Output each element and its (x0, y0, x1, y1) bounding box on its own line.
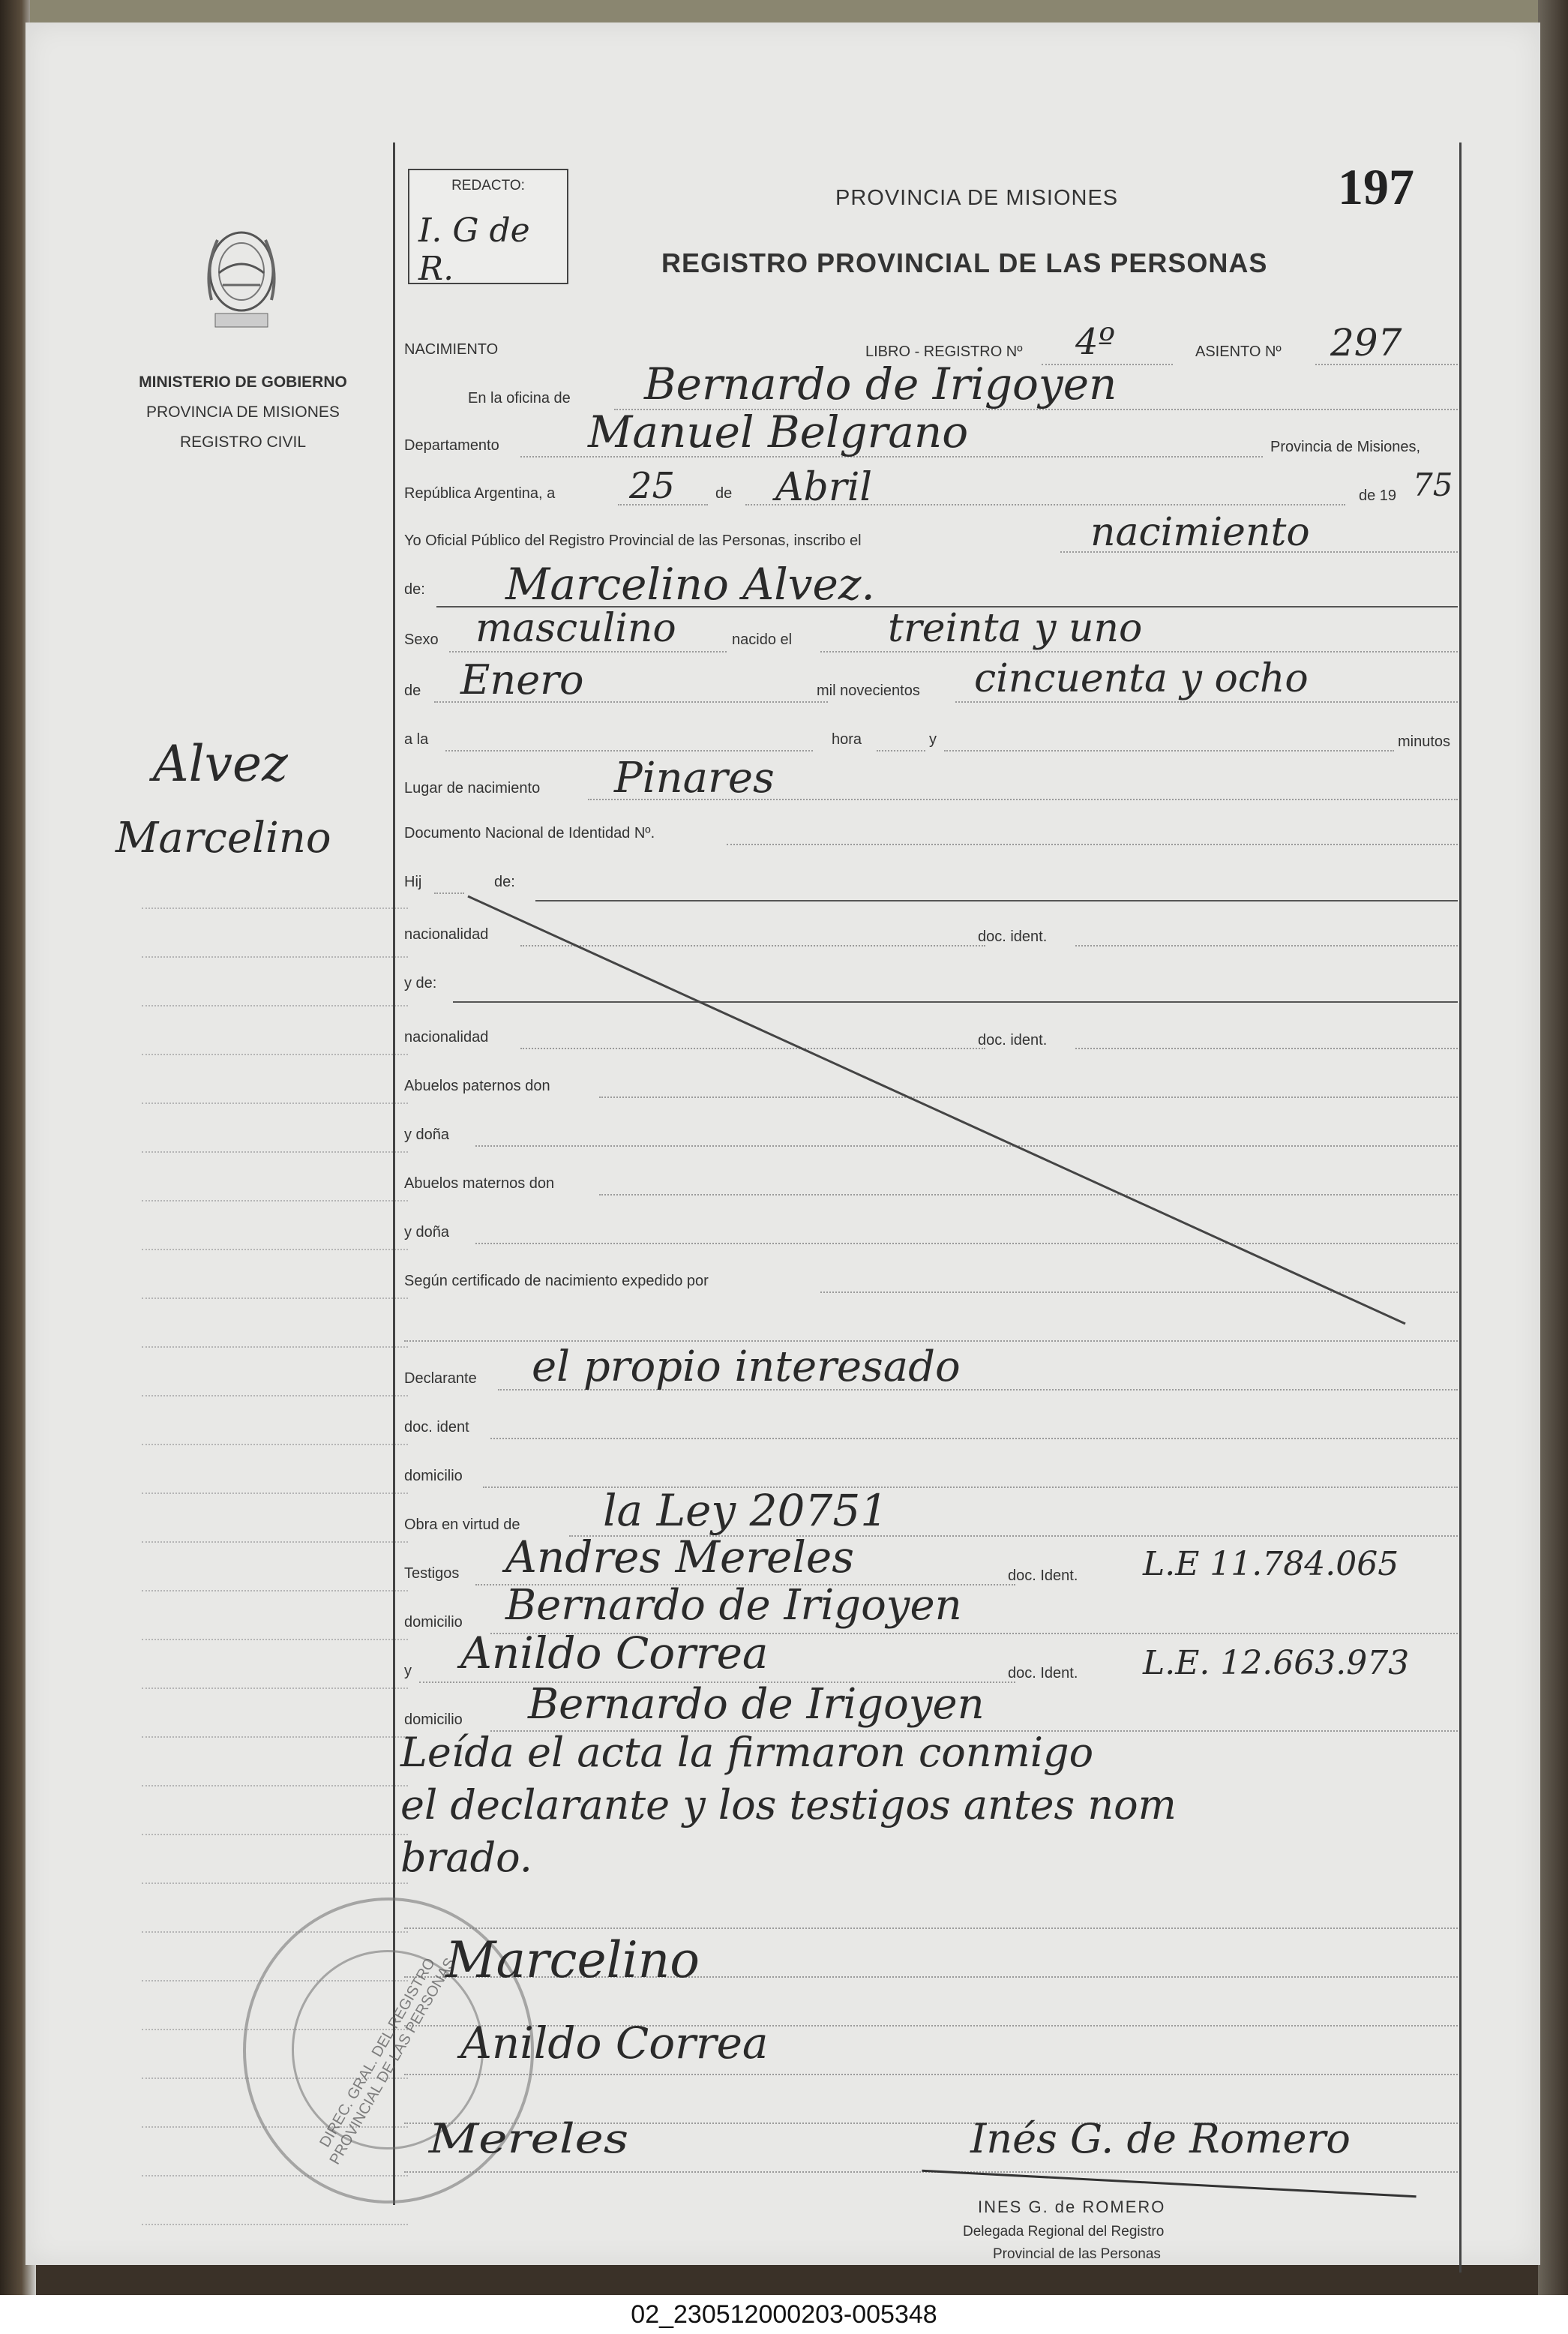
ala-label: a la (404, 731, 429, 748)
doc-ident3-label: doc. ident (404, 1419, 469, 1436)
segun-label: Según certificado de nacimiento expedido por (404, 1273, 709, 1289)
obra-label: Obra en virtud de (404, 1516, 520, 1533)
provincia-label: Provincia de Misiones, (1270, 439, 1421, 455)
nacionalidad2-label: nacionalidad (404, 1029, 489, 1046)
testigo1-doc: L.E 11.784.065 (1143, 1545, 1399, 1583)
ministry-title: MINISTERIO DE GOBIERNO (139, 374, 347, 391)
doc-ident-label: doc. ident. (978, 928, 1048, 945)
abuelos-mat-label: Abuelos maternos don (404, 1175, 555, 1192)
page-number: 197 (1338, 158, 1414, 215)
testigo2-value: Anildo Correa (460, 1628, 769, 1678)
month-value: Abril (775, 465, 872, 510)
libro-label: LIBRO - REGISTRO Nº (865, 344, 1023, 360)
day-value: 25 (629, 465, 676, 507)
year-label: de 19 (1359, 488, 1397, 504)
domicilio3-label: domicilio (404, 1712, 463, 1728)
oficial-value: nacimiento (1090, 510, 1310, 555)
doc-ident4-label: doc. Ident. (1008, 1568, 1078, 1584)
registry-heading: REGISTRO PROVINCIAL DE LAS PERSONAS (661, 248, 1268, 278)
closing-line-1: Leída el acta la firmaron conmigo (400, 1729, 1094, 1776)
dni-label: Documento Nacional de Identidad Nº. (404, 825, 655, 842)
declarante-value: el propio interesado (532, 1342, 961, 1391)
hij-de-label: de: (494, 874, 515, 890)
mil-label: mil novecientos (817, 682, 920, 699)
redacto-value: I. G de R. (418, 212, 530, 288)
lugar-label: Lugar de nacimiento (404, 780, 541, 796)
ministry-province: PROVINCIA DE MISIONES (146, 404, 340, 421)
book-right-edge (1538, 0, 1568, 2334)
libro-value: 4º (1075, 321, 1116, 363)
testigo2-domicilio: Bernardo de Irigoyen (528, 1680, 985, 1729)
lugar-value: Pinares (614, 754, 775, 802)
sexo-label: Sexo (404, 632, 439, 648)
official-title-2: Provincial de las Personas (993, 2246, 1161, 2262)
asiento-label: ASIENTO Nº (1195, 344, 1282, 360)
oficina-label: En la oficina de (468, 390, 571, 406)
abuelos-pat-label: Abuelos paternos don (404, 1078, 550, 1094)
image-id-caption: 02_230512000203-005348 (0, 2295, 1568, 2334)
sexo-value: masculino (475, 606, 676, 651)
closing-line-2: el declarante y los testigos antes nom (400, 1781, 1177, 1828)
declarante-label: Declarante (404, 1370, 477, 1387)
doc-ident5-label: doc. Ident. (1008, 1665, 1078, 1682)
de-label: de (715, 485, 733, 502)
de2-label: de: (404, 581, 425, 598)
official-signature: Inés G. de Romero (970, 2115, 1351, 2162)
testigos-label: Testigos (404, 1565, 460, 1582)
year-value: 75 (1413, 466, 1453, 503)
signature-1: Marcelino (445, 1931, 700, 1989)
seal-text: DIREC. GRAL. DEL REGISTRO PROVINCIAL DE LAS PERSONAS (316, 1955, 459, 2168)
oficina-value: Bernardo de Irigoyen (644, 358, 1117, 410)
nacimiento-label: NACIMIENTO (404, 341, 499, 358)
official-name: INES G. de ROMERO (978, 2198, 1166, 2216)
nacido-value: treinta y uno (888, 606, 1143, 651)
departamento-value: Manuel Belgrano (588, 406, 969, 458)
signature-3: Mereles (428, 2115, 629, 2162)
name-value: Marcelino Alvez. (505, 559, 875, 610)
testigo1-domicilio: Bernardo de Irigoyen (505, 1581, 962, 1630)
y-dona-label: y doña (404, 1126, 450, 1143)
ministry-registro-civil: REGISTRO CIVIL (179, 434, 307, 451)
nacido-label: nacido el (732, 632, 793, 648)
birth-month: Enero (460, 656, 584, 704)
margin-given-name: Marcelino (115, 814, 331, 862)
testigo1-value: Andres Mereles (505, 1532, 855, 1582)
doc-ident2-label: doc. ident. (978, 1032, 1048, 1048)
official-title-1: Delegada Regional del Registro (963, 2224, 1165, 2240)
hij-label: Hij (404, 874, 422, 890)
lower-ruled-line (404, 2074, 1458, 2075)
departamento-label: Departamento (404, 437, 499, 454)
closing-line-3: brado. (400, 1834, 532, 1881)
margin-surname: Alvez (153, 735, 288, 793)
book-top-edge (30, 0, 1568, 22)
y2-label: y (404, 1663, 412, 1679)
birth-year: cincuenta y ocho (974, 656, 1309, 701)
doc-ident3-line (490, 1438, 1458, 1439)
oficial-label: Yo Oficial Público del Registro Provincial de las Personas, inscribo el (404, 532, 862, 549)
nacionalidad-label: nacionalidad (404, 926, 489, 943)
testigo2-doc: L.E. 12.663.973 (1143, 1644, 1410, 1682)
domicilio-label: domicilio (404, 1468, 463, 1484)
hora-label: hora (832, 731, 862, 748)
lower-ruled-line (404, 1928, 1458, 1929)
minutos-label: minutos (1398, 734, 1451, 750)
domicilio2-label: domicilio (404, 1614, 463, 1630)
y-label: y (929, 731, 937, 748)
redacto-label: REDACTO: (451, 178, 525, 194)
y-de-label: y de: (404, 975, 437, 992)
province-heading: PROVINCIA DE MISIONES (835, 186, 1119, 210)
asiento-value: 297 (1330, 321, 1402, 364)
y-dona2-label: y doña (404, 1224, 450, 1240)
republica-label: República Argentina, a (404, 485, 556, 502)
de3-label: de (404, 682, 421, 699)
obra-value: la Ley 20751 (603, 1485, 889, 1536)
register-page (25, 22, 1540, 2265)
signature-2: Anildo Correa (460, 2018, 769, 2068)
